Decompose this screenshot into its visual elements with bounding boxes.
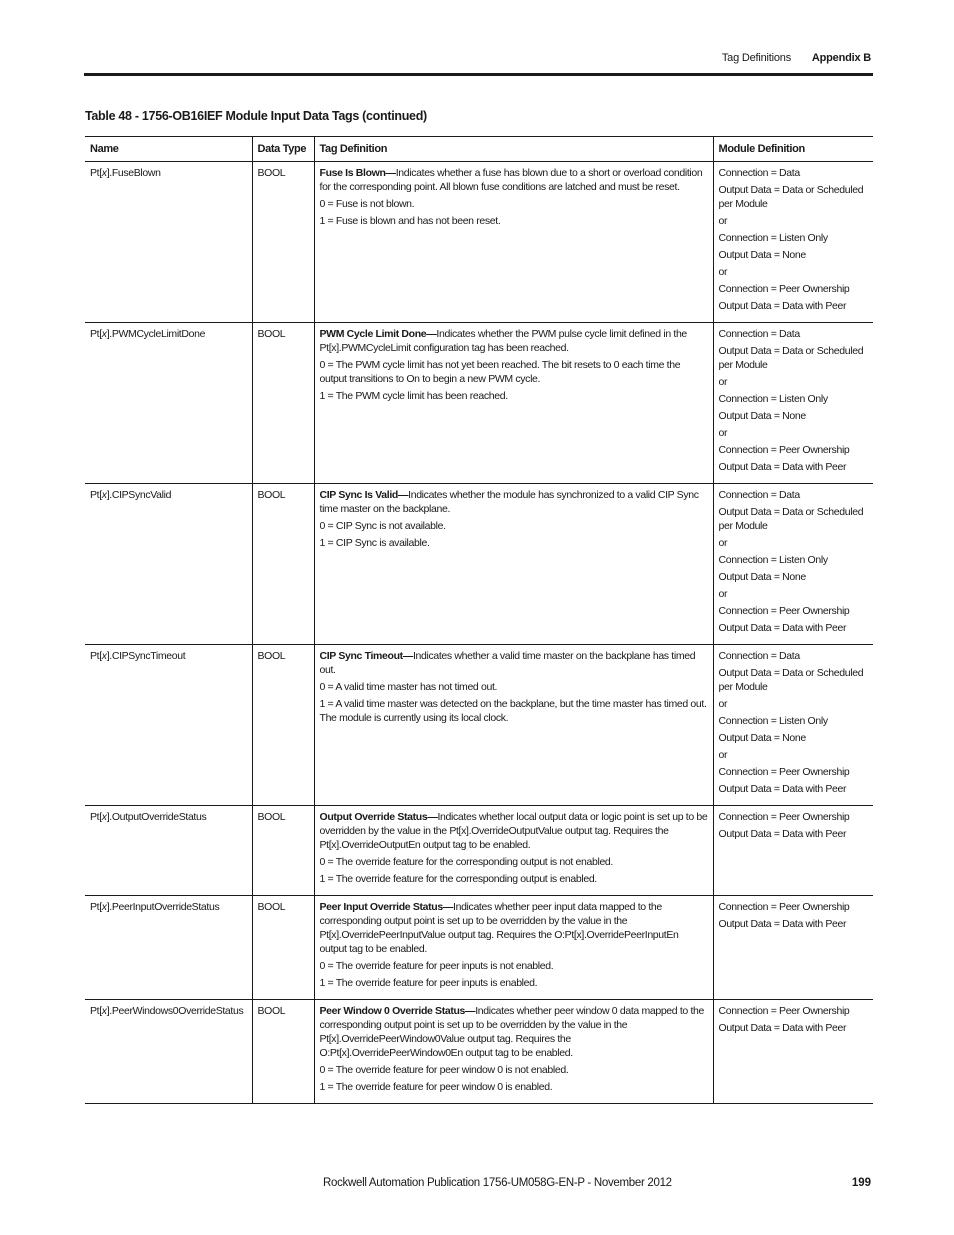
tag-name-index-variable: x [101,650,107,662]
column-header-name: Name [85,137,252,162]
table-row [85,323,873,484]
module-definition-line: Connection = Data [718,167,800,179]
definition-value-line: 1 = A valid time master was detected on the backplane, but the time master has timed out. The module is currently using its local clock. [319,698,707,724]
tag-name-suffix: ].PeerInputOverrideStatus [106,901,220,913]
module-definition-line: Connection = Peer Ownership [718,1005,850,1017]
cell-tag-name [85,162,252,323]
definition-text: Indicates whether the module has synchronized to a valid CIP Sync time master on the backplane. [319,489,699,515]
column-header-tag-definition: Tag Definition [314,137,713,162]
tag-name-suffix: ].FuseBlown [106,167,161,179]
module-definition-line: Connection = Listen Only [718,232,828,244]
definition-value-line: 1 = The override feature for the corresponding output is enabled. [319,873,597,885]
module-definition-line: or [718,266,728,278]
cell-tag-definition [314,896,713,1000]
module-definition-line: or [718,376,728,388]
tag-name-prefix: Pt[ [90,167,102,179]
tag-name-index-variable: x [101,489,107,501]
table-row [85,484,873,645]
cell-tag-name [85,484,252,645]
module-definition-line: or [718,215,728,227]
definition-value-line: 0 = The PWM cycle limit has not yet been reached. The bit resets to 0 each time the output transitions to On to begin a new PWM cycle. [319,359,681,385]
module-definition-line: Connection = Peer Ownership [718,811,850,823]
tag-name-prefix: Pt[ [90,811,102,823]
cell-module-definition [713,645,873,806]
module-definition-line: Output Data = Data with Peer [718,918,847,930]
module-definition-line: Output Data = None [718,410,806,422]
tag-name-index-variable: x [101,811,107,823]
module-definition-line: Output Data = Data with Peer [718,622,847,634]
module-definition-line: Output Data = Data with Peer [718,1022,847,1034]
definition-text: Indicates whether peer input data mapped to the corresponding output point is set up to be overridden by the value in the Pt[x].OverridePeerInputValue output tag. Requires the O:Pt[x].OverridePeerInputEn output tag to be enabled. [319,901,679,955]
page-header [722,52,871,64]
cell-tag-definition [314,323,713,484]
cell-tag-definition [314,806,713,896]
cell-tag-name [85,323,252,484]
footer-publication: Rockwell Automation Publication 1756-UM058G-EN-P - November 2012 [323,1177,672,1189]
tag-name-index-variable: x [101,167,107,179]
module-definition-line: or [718,537,728,549]
tag-name-suffix: ].PeerWindows0OverrideStatus [106,1005,244,1017]
column-header-module-definition: Module Definition [713,137,873,162]
cell-tag-name [85,806,252,896]
page-number: 199 [851,1177,871,1189]
definition-description [320,649,708,677]
definition-value-line: 1 = The override feature for peer window 0 is enabled. [319,1081,553,1093]
cell-data-type: BOOL [252,645,314,806]
tag-name-suffix: ].PWMCycleLimitDone [106,328,206,340]
definition-value-line: 0 = The override feature for the corresponding output is not enabled. [319,856,613,868]
module-definition-line: Output Data = None [718,571,806,583]
cell-tag-definition [314,1000,713,1104]
definition-lead-term: Peer Input Override Status— [319,901,454,913]
cell-tag-name [85,896,252,1000]
definition-lead-term: Peer Window 0 Override Status— [319,1005,476,1017]
module-definition-line: Output Data = Data or Scheduled per Module [718,667,864,693]
cell-tag-name [85,1000,252,1104]
table-body [85,162,873,1104]
module-definition-line: or [718,588,728,600]
cell-module-definition [713,323,873,484]
tag-name-index-variable: x [101,1005,107,1017]
column-header-data-type: Data Type [252,137,314,162]
module-definition-line: Output Data = Data or Scheduled per Module [718,506,864,532]
definition-description [320,810,708,852]
cell-data-type: BOOL [252,162,314,323]
cell-data-type: BOOL [252,323,314,484]
module-definition-line: Connection = Data [718,328,800,340]
cell-data-type: BOOL [252,896,314,1000]
definition-lead-term: PWM Cycle Limit Done— [319,328,437,340]
cell-tag-definition [314,484,713,645]
table-row [85,645,873,806]
definition-description [320,900,708,956]
module-definition-line: Connection = Listen Only [718,393,828,405]
module-definition-line: Output Data = Data or Scheduled per Module [718,184,864,210]
module-definition-line: Connection = Peer Ownership [718,444,850,456]
definition-value-line: 0 = The override feature for peer inputs is not enabled. [319,960,554,972]
cell-module-definition [713,806,873,896]
definition-value-line: 0 = Fuse is not blown. [319,198,415,210]
module-definition-line: Output Data = Data with Peer [718,783,847,795]
table-row [85,896,873,1000]
definition-value-line: 0 = The override feature for peer window 0 is not enabled. [319,1064,569,1076]
module-definition-line: Connection = Peer Ownership [718,283,850,295]
definition-value-line: 1 = The PWM cycle limit has been reached. [319,390,508,402]
table-title: Table 48 - 1756-OB16IEF Module Input Data Tags (continued) [85,109,427,123]
definition-value-line: 0 = CIP Sync is not available. [319,520,446,532]
module-definition-line: Output Data = Data with Peer [718,828,847,840]
tag-definitions-table [85,136,873,1104]
cell-module-definition [713,162,873,323]
definition-value-line: 0 = A valid time master has not timed out. [319,681,498,693]
module-definition-line: Output Data = Data or Scheduled per Module [718,345,864,371]
tag-name-prefix: Pt[ [90,650,102,662]
module-definition-line: Connection = Data [718,650,800,662]
tag-name-prefix: Pt[ [90,489,102,501]
header-divider [84,73,873,76]
cell-tag-definition [314,162,713,323]
cell-tag-name [85,645,252,806]
definition-value-line: 1 = Fuse is blown and has not been reset. [319,215,501,227]
module-definition-line: Output Data = Data with Peer [718,461,847,473]
module-definition-line: or [718,749,728,761]
definition-text: Indicates whether a fuse has blown due to a short or overload condition for the corresponding point. All blown fuse conditions are latched and must be reset. [319,167,703,193]
module-definition-line: Connection = Listen Only [718,715,828,727]
module-definition-line: Connection = Listen Only [718,554,828,566]
definition-lead-term: Fuse Is Blown— [319,167,396,179]
table-row [85,1000,873,1104]
module-definition-line: Connection = Peer Ownership [718,605,850,617]
definition-lead-term: CIP Sync Is Valid— [319,489,409,501]
tag-name-suffix: ].CIPSyncTimeout [106,650,186,662]
cell-data-type: BOOL [252,484,314,645]
definition-description [320,327,708,355]
definition-text: Indicates whether the PWM pulse cycle limit defined in the Pt[x].PWMCycleLimit configuration tag has been reached. [319,328,687,354]
header-section-title: Tag Definitions [721,52,792,64]
module-definition-line: or [718,427,728,439]
tag-name-index-variable: x [101,901,107,913]
cell-module-definition [713,896,873,1000]
cell-module-definition [713,484,873,645]
tag-name-index-variable: x [101,328,107,340]
header-appendix-label: Appendix B [811,52,871,64]
definition-description [320,1004,708,1060]
table-row [85,162,873,323]
module-definition-line: Connection = Data [718,489,800,501]
module-definition-line: Output Data = None [718,249,806,261]
table-row [85,806,873,896]
module-definition-line: Output Data = None [718,732,806,744]
table-header-row [85,137,873,162]
module-definition-line: or [718,698,728,710]
definition-lead-term: Output Override Status— [319,811,438,823]
module-definition-line: Connection = Peer Ownership [718,766,850,778]
tag-name-suffix: ].OutputOverrideStatus [106,811,207,823]
tag-name-prefix: Pt[ [90,1005,102,1017]
module-definition-line: Connection = Peer Ownership [718,901,850,913]
definition-text: Indicates whether a valid time master on the backplane has timed out. [319,650,696,676]
definition-description [320,488,708,516]
cell-data-type: BOOL [252,1000,314,1104]
definition-text: Indicates whether peer window 0 data mapped to the corresponding output point is set up to be overridden by the value in the Pt[x].OverridePeerWindow0Value output tag. Requires the O:Pt[x].OverridePeerWindow0En output tag to be enabled. [319,1005,705,1059]
tag-name-prefix: Pt[ [90,901,102,913]
definition-value-line: 1 = The override feature for peer inputs is enabled. [319,977,538,989]
cell-tag-definition [314,645,713,806]
definition-value-line: 1 = CIP Sync is available. [319,537,430,549]
tag-name-prefix: Pt[ [90,328,102,340]
tag-name-suffix: ].CIPSyncValid [106,489,172,501]
definition-text: Indicates whether local output data or logic point is set up to be overridden by the value in the Pt[x].OverrideOutputValue output tag. Requires the Pt[x].OverrideOutputEn output tag to be enabled. [319,811,708,851]
definition-lead-term: CIP Sync Timeout— [319,650,413,662]
cell-data-type: BOOL [252,806,314,896]
module-definition-line: Output Data = Data with Peer [718,300,847,312]
definition-description [320,166,708,194]
cell-module-definition [713,1000,873,1104]
